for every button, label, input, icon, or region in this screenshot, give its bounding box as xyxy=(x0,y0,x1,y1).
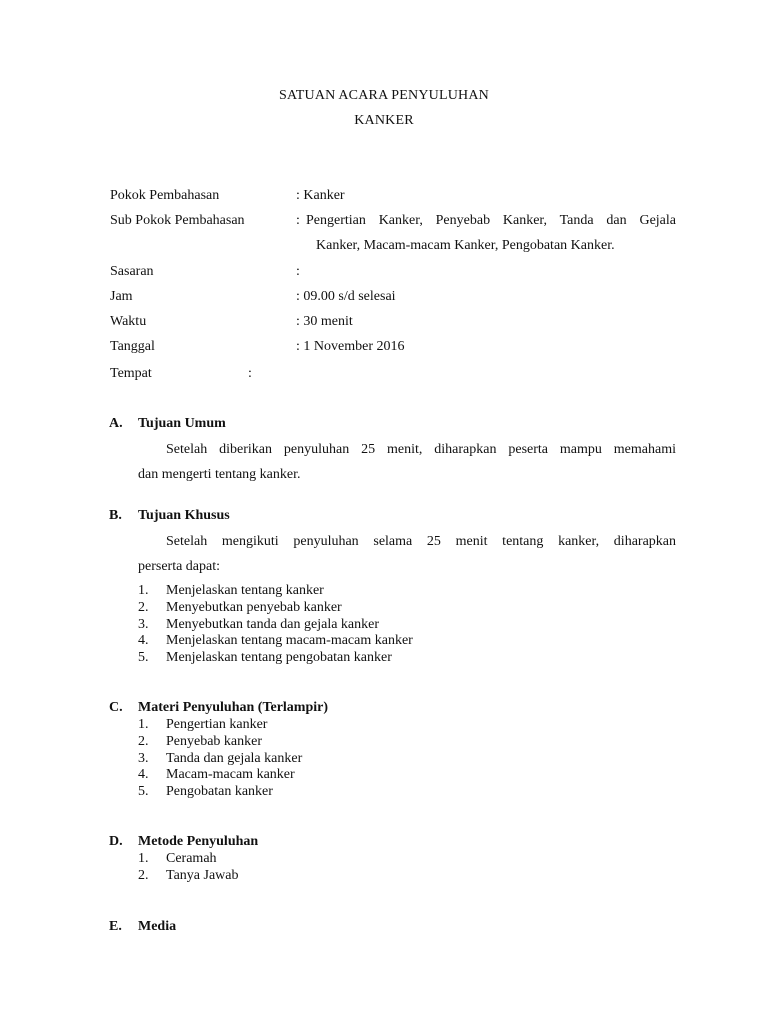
list-text: Menyebutkan tanda dan gejala kanker xyxy=(166,616,380,632)
info-label: Jam xyxy=(110,289,133,304)
list-text: Tanya Jawab xyxy=(166,867,239,883)
list-item xyxy=(138,583,413,600)
list-number: 4. xyxy=(138,767,149,783)
section-letter: B. xyxy=(109,508,122,523)
section-c-heading xyxy=(109,700,328,716)
section-d-list xyxy=(138,851,239,885)
paragraph-line: dan mengerti tentang kanker. xyxy=(138,467,301,482)
section-letter: C. xyxy=(109,700,123,715)
paragraph-line: perserta dapat: xyxy=(138,559,221,574)
info-value-line2: Kanker, Macam-macam Kanker, Pengobatan Kanker. xyxy=(316,238,615,253)
info-label: Waktu xyxy=(110,314,147,329)
info-value: : 1 November 2016 xyxy=(296,339,405,354)
list-number: 2. xyxy=(138,599,149,615)
list-item xyxy=(138,717,302,734)
section-title: Materi Penyuluhan (Terlampir) xyxy=(138,700,329,715)
section-letter: A. xyxy=(109,416,123,431)
list-number: 5. xyxy=(138,650,149,666)
info-row-pokok xyxy=(110,188,676,210)
info-label: Pokok Pembahasan xyxy=(110,188,220,203)
info-row-tempat xyxy=(110,366,676,388)
document-subtitle: KANKER xyxy=(354,113,414,128)
list-number: 1. xyxy=(138,717,149,732)
list-item xyxy=(138,868,239,885)
list-number: 2. xyxy=(138,867,149,883)
section-title: Metode Penyuluhan xyxy=(138,834,259,849)
section-c-list xyxy=(138,717,302,801)
info-row-sasaran xyxy=(110,264,676,286)
list-text: Menjelaskan tentang pengobatan kanker xyxy=(166,650,392,666)
list-item xyxy=(138,633,413,650)
list-item xyxy=(138,617,413,634)
section-a-paragraph xyxy=(138,437,676,487)
list-item xyxy=(138,650,413,667)
info-label: Tanggal xyxy=(110,339,155,354)
section-title: Tujuan Umum xyxy=(138,416,226,431)
info-value: : xyxy=(296,264,300,279)
info-value: : xyxy=(248,366,252,381)
list-text: Menyebutkan penyebab kanker xyxy=(166,599,342,615)
info-label: Sasaran xyxy=(110,264,154,279)
info-colon: : xyxy=(296,213,300,228)
list-text: Menjelaskan tentang macam-macam kanker xyxy=(166,633,413,649)
list-number: 2. xyxy=(138,733,149,749)
info-value-line1: Pengertian Kanker, Penyebab Kanker, Tanda dan Gejala xyxy=(306,213,676,228)
info-value: : 30 menit xyxy=(296,314,353,329)
info-row-jam xyxy=(110,289,676,311)
section-letter: E. xyxy=(109,919,122,934)
list-item xyxy=(138,767,302,784)
list-text: Macam-macam kanker xyxy=(166,767,295,783)
section-title: Tujuan Khusus xyxy=(138,508,230,523)
info-value: : 09.00 s/d selesai xyxy=(296,289,396,304)
list-text: Menjelaskan tentang kanker xyxy=(166,583,324,598)
section-b-paragraph xyxy=(138,529,676,579)
list-item xyxy=(138,734,302,751)
list-item xyxy=(138,851,239,868)
list-text: Pengobatan kanker xyxy=(166,784,273,800)
list-number: 1. xyxy=(138,851,149,866)
list-number: 5. xyxy=(138,784,149,800)
list-number: 3. xyxy=(138,750,149,766)
section-b-list xyxy=(138,583,413,667)
section-b-heading xyxy=(109,508,230,524)
info-label: Sub Pokok Pembahasan xyxy=(110,213,245,228)
section-d-heading xyxy=(109,834,258,850)
section-e-heading xyxy=(109,919,176,935)
list-number: 4. xyxy=(138,633,149,649)
info-label: Tempat xyxy=(110,366,152,381)
list-number: 3. xyxy=(138,616,149,632)
info-value: : Kanker xyxy=(296,188,345,203)
list-text: Ceramah xyxy=(166,851,217,866)
paragraph-line: Setelah mengikuti penyuluhan selama 25 menit tentang kanker, diharapkan xyxy=(166,534,676,549)
list-text: Penyebab kanker xyxy=(166,733,263,749)
document-title: SATUAN ACARA PENYULUHAN xyxy=(279,88,489,103)
info-row-waktu xyxy=(110,314,676,336)
section-a-heading xyxy=(109,416,226,432)
list-text: Pengertian kanker xyxy=(166,717,268,732)
list-number: 1. xyxy=(138,583,149,598)
section-title: Media xyxy=(138,919,177,934)
paragraph-line: Setelah diberikan penyuluhan 25 menit, diharapkan peserta mampu memahami xyxy=(166,442,676,457)
list-text: Tanda dan gejala kanker xyxy=(166,750,303,766)
info-row-sub-pokok xyxy=(110,213,676,261)
list-item xyxy=(138,784,302,801)
list-item xyxy=(138,751,302,768)
info-row-tanggal xyxy=(110,339,676,361)
section-letter: D. xyxy=(109,834,123,849)
list-item xyxy=(138,600,413,617)
